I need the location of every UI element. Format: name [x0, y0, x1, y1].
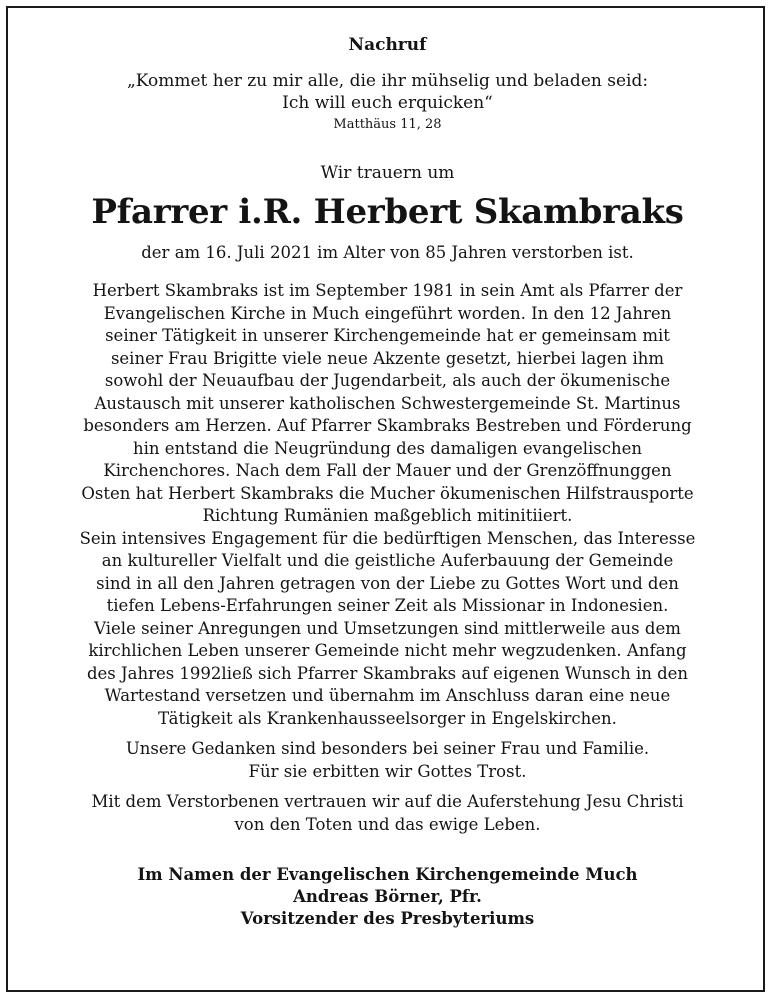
body-line: Viele seiner Anregungen und Umsetzungen sind mittlerweile aus dem: [94, 618, 681, 638]
thoughts-line: Unsere Gedanken sind besonders bei seiner Frau und Familie.: [125, 739, 650, 758]
death-line: der am 16. Juli 2021 im Alter von 85 Jahren verstorben ist.: [141, 243, 634, 262]
body-line: Tätigkeit als Krankenhausseelsorger in Engelskirchen.: [158, 708, 617, 728]
body-line: Sein intensives Engagement für die bedürftigen Menschen, das Interesse: [79, 528, 696, 548]
signature-line-2: Andreas Börner, Pfr.: [293, 887, 482, 906]
body-line: an kultureller Vielfalt und die geistliche Auferbauung der Gemeinde: [101, 551, 674, 570]
faith-line: Mit dem Verstorbenen vertrauen wir auf die Auferstehung Jesu Christi: [91, 792, 684, 811]
faith-line: von den Toten und das ewige Leben.: [234, 814, 541, 834]
body-line: kirchlichen Leben unserer Gemeinde nicht mehr wegzudenken. Anfang: [88, 641, 687, 660]
body-line: Osten hat Herbert Skambraks die Mucher ökumenischen Hilfstrausporte: [81, 483, 694, 503]
signature-line-1: Im Namen der Evangelischen Kirchengemeinde Much: [137, 865, 638, 884]
body-line: Evangelischen Kirche in Much eingeführt worden. In den 12 Jahren: [103, 303, 672, 323]
body-line: sowohl der Neuaufbau der Jugendarbeit, als auch der ökumenische: [104, 371, 671, 390]
body-line: seiner Frau Brigitte viele neue Akzente gesetzt, hierbei lagen ihm: [110, 348, 665, 368]
body-line: Richtung Rumänien maßgeblich mitinitiiert.: [202, 506, 573, 525]
body-line: hin entstand die Neugründung des damaligen evangelischen: [132, 438, 642, 458]
signature-line-3: Vorsitzender des Presbyteriums: [240, 909, 535, 928]
body-line: Kirchenchores. Nach dem Fall der Mauer und der Grenzöffnunggen: [103, 461, 672, 480]
obituary-notice: [20, 34, 755, 930]
faith-paragraph: [20, 791, 755, 836]
body-line: Herbert Skambraks ist im September 1981 in sein Amt als Pfarrer der: [92, 281, 683, 300]
body-line: seiner Tätigkeit in unserer Kirchengemeinde hat er gemeinsam mit: [105, 326, 670, 345]
body-line: sind in all den Jahren getragen von der Liebe zu Gottes Wort und den: [96, 573, 679, 593]
thoughts-paragraph: [20, 738, 755, 783]
quote-line-2: Ich will euch erquicken“: [282, 93, 493, 113]
body-line: besonders am Herzen. Auf Pfarrer Skambraks Bestreben und Förderung: [83, 416, 692, 435]
body-line: tiefen Lebens-Erfahrungen seiner Zeit als Missionar in Indonesien.: [106, 596, 669, 615]
body-line: Austausch mit unserer katholischen Schwestergemeinde St. Martinus: [94, 393, 681, 413]
quote-line-1: „Kommet her zu mir alle, die ihr mühselig und beladen seid:: [126, 71, 649, 91]
deceased-name: Pfarrer i.R. Herbert Skambraks: [91, 192, 684, 232]
signature-block: [20, 864, 755, 930]
notice-heading: Nachruf: [348, 35, 427, 55]
quote-reference: Matthäus 11, 28: [333, 117, 442, 132]
body-line: Wartestand versetzen und übernahm im Anschluss daran eine neue: [104, 686, 671, 705]
mourning-intro: Wir trauern um: [320, 163, 455, 183]
bible-quote: [20, 70, 755, 134]
thoughts-line: Für sie erbitten wir Gottes Trost.: [248, 761, 527, 781]
biography-text: [20, 280, 755, 730]
body-line: des Jahres 1992ließ sich Pfarrer Skambraks auf eigenen Wunsch in den: [86, 663, 689, 683]
